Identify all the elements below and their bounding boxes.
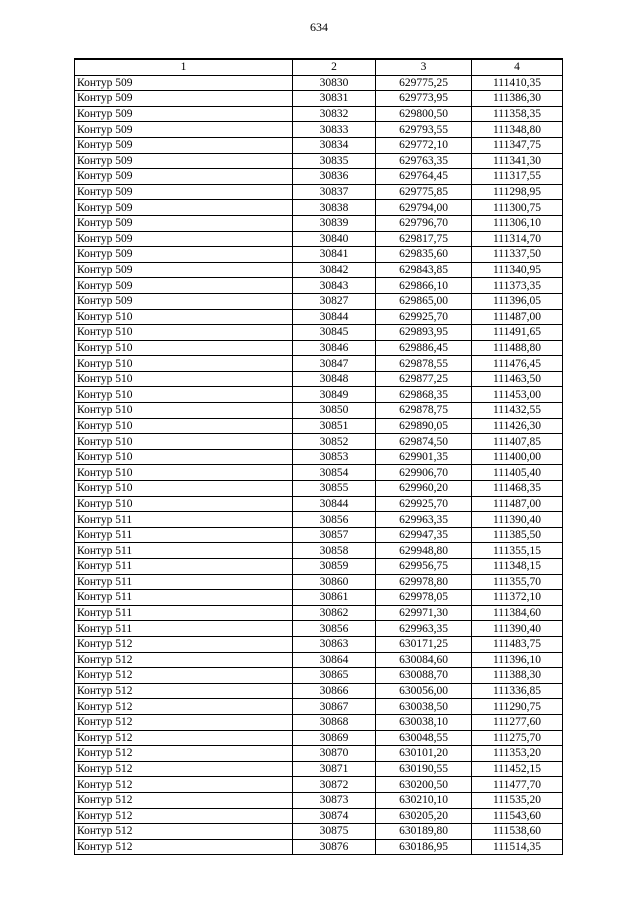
contour-name-cell: Контур 512 — [75, 746, 293, 762]
x-coordinate-cell: 629947,35 — [376, 527, 472, 543]
point-number-cell: 30858 — [293, 543, 376, 559]
contour-name-cell: Контур 510 — [75, 356, 293, 372]
y-coordinate-cell: 111353,20 — [472, 746, 563, 762]
y-coordinate-cell: 111347,75 — [472, 137, 563, 153]
table-row — [75, 325, 563, 341]
point-number-cell: 30831 — [293, 91, 376, 107]
x-coordinate-cell: 630048,55 — [376, 730, 472, 746]
contour-name-cell: Контур 509 — [75, 184, 293, 200]
point-number-cell: 30854 — [293, 465, 376, 481]
table-row — [75, 91, 563, 107]
table-row — [75, 574, 563, 590]
y-coordinate-cell: 111386,30 — [472, 91, 563, 107]
x-coordinate-cell: 629796,70 — [376, 215, 472, 231]
contour-name-cell: Контур 509 — [75, 75, 293, 91]
y-coordinate-cell: 111543,60 — [472, 808, 563, 824]
table-row — [75, 824, 563, 840]
y-coordinate-cell: 111300,75 — [472, 200, 563, 216]
y-coordinate-cell: 111348,15 — [472, 559, 563, 575]
contour-name-cell: Контур 509 — [75, 200, 293, 216]
contour-name-cell: Контур 512 — [75, 839, 293, 855]
table-row — [75, 169, 563, 185]
x-coordinate-cell: 629843,85 — [376, 262, 472, 278]
x-coordinate-cell: 629817,75 — [376, 231, 472, 247]
x-coordinate-cell: 630088,70 — [376, 668, 472, 684]
contour-name-cell: Контур 510 — [75, 434, 293, 450]
table-row — [75, 184, 563, 200]
contour-name-cell: Контур 511 — [75, 621, 293, 637]
x-coordinate-cell: 629764,45 — [376, 169, 472, 185]
column-header-3: 3 — [376, 59, 472, 75]
point-number-cell: 30838 — [293, 200, 376, 216]
column-header-4: 4 — [472, 59, 563, 75]
table-row — [75, 714, 563, 730]
x-coordinate-cell: 629906,70 — [376, 465, 472, 481]
point-number-cell: 30861 — [293, 590, 376, 606]
x-coordinate-cell: 630038,50 — [376, 699, 472, 715]
x-coordinate-cell: 629925,70 — [376, 496, 472, 512]
x-coordinate-cell: 629960,20 — [376, 481, 472, 497]
x-coordinate-cell: 629878,55 — [376, 356, 472, 372]
x-coordinate-cell: 629971,30 — [376, 605, 472, 621]
point-number-cell: 30836 — [293, 169, 376, 185]
table-row — [75, 106, 563, 122]
y-coordinate-cell: 111426,30 — [472, 418, 563, 434]
contour-name-cell: Контур 510 — [75, 418, 293, 434]
point-number-cell: 30869 — [293, 730, 376, 746]
x-coordinate-cell: 629878,75 — [376, 403, 472, 419]
point-number-cell: 30867 — [293, 699, 376, 715]
contour-name-cell: Контур 512 — [75, 808, 293, 824]
contour-name-cell: Контур 509 — [75, 153, 293, 169]
x-coordinate-cell: 629874,50 — [376, 434, 472, 450]
y-coordinate-cell: 111390,40 — [472, 621, 563, 637]
table-row — [75, 777, 563, 793]
table-row — [75, 153, 563, 169]
table-row — [75, 215, 563, 231]
point-number-cell: 30855 — [293, 481, 376, 497]
contour-name-cell: Контур 511 — [75, 559, 293, 575]
table-row — [75, 621, 563, 637]
table-row — [75, 792, 563, 808]
table-row — [75, 605, 563, 621]
x-coordinate-cell: 629893,95 — [376, 325, 472, 341]
x-coordinate-cell: 629956,75 — [376, 559, 472, 575]
column-header-2: 2 — [293, 59, 376, 75]
point-number-cell: 30833 — [293, 122, 376, 138]
point-number-cell: 30840 — [293, 231, 376, 247]
point-number-cell: 30845 — [293, 325, 376, 341]
x-coordinate-cell: 629763,35 — [376, 153, 472, 169]
contour-name-cell: Контур 511 — [75, 605, 293, 621]
table-row — [75, 761, 563, 777]
y-coordinate-cell: 111452,15 — [472, 761, 563, 777]
y-coordinate-cell: 111538,60 — [472, 824, 563, 840]
y-coordinate-cell: 111358,35 — [472, 106, 563, 122]
x-coordinate-cell: 630200,50 — [376, 777, 472, 793]
table-row — [75, 418, 563, 434]
x-coordinate-cell: 629890,05 — [376, 418, 472, 434]
x-coordinate-cell: 629794,00 — [376, 200, 472, 216]
point-number-cell: 30870 — [293, 746, 376, 762]
contour-name-cell: Контур 512 — [75, 636, 293, 652]
table-row — [75, 652, 563, 668]
point-number-cell: 30864 — [293, 652, 376, 668]
y-coordinate-cell: 111491,65 — [472, 325, 563, 341]
x-coordinate-cell: 629793,55 — [376, 122, 472, 138]
table-row — [75, 309, 563, 325]
point-number-cell: 30841 — [293, 247, 376, 263]
point-number-cell: 30846 — [293, 340, 376, 356]
point-number-cell: 30851 — [293, 418, 376, 434]
point-number-cell: 30865 — [293, 668, 376, 684]
contour-name-cell: Контур 510 — [75, 465, 293, 481]
point-number-cell: 30868 — [293, 714, 376, 730]
x-coordinate-cell: 629963,35 — [376, 621, 472, 637]
table-row — [75, 231, 563, 247]
contour-name-cell: Контур 512 — [75, 683, 293, 699]
point-number-cell: 30874 — [293, 808, 376, 824]
point-number-cell: 30842 — [293, 262, 376, 278]
contour-name-cell: Контур 509 — [75, 169, 293, 185]
point-number-cell: 30872 — [293, 777, 376, 793]
point-number-cell: 30850 — [293, 403, 376, 419]
contour-name-cell: Контур 509 — [75, 262, 293, 278]
contour-name-cell: Контур 510 — [75, 449, 293, 465]
table-row — [75, 746, 563, 762]
contour-name-cell: Контур 510 — [75, 309, 293, 325]
table-row — [75, 839, 563, 855]
table-row — [75, 668, 563, 684]
point-number-cell: 30860 — [293, 574, 376, 590]
point-number-cell: 30871 — [293, 761, 376, 777]
x-coordinate-cell: 629775,85 — [376, 184, 472, 200]
table-row — [75, 481, 563, 497]
y-coordinate-cell: 111355,15 — [472, 543, 563, 559]
point-number-cell: 30875 — [293, 824, 376, 840]
y-coordinate-cell: 111348,80 — [472, 122, 563, 138]
y-coordinate-cell: 111483,75 — [472, 636, 563, 652]
y-coordinate-cell: 111410,35 — [472, 75, 563, 91]
table-row — [75, 590, 563, 606]
table-row — [75, 262, 563, 278]
y-coordinate-cell: 111535,20 — [472, 792, 563, 808]
table-row — [75, 434, 563, 450]
contour-name-cell: Контур 511 — [75, 574, 293, 590]
contour-name-cell: Контур 511 — [75, 543, 293, 559]
contour-name-cell: Контур 510 — [75, 371, 293, 387]
x-coordinate-cell: 629948,80 — [376, 543, 472, 559]
y-coordinate-cell: 111336,85 — [472, 683, 563, 699]
table-row — [75, 200, 563, 216]
x-coordinate-cell: 630210,10 — [376, 792, 472, 808]
contour-name-cell: Контур 509 — [75, 247, 293, 263]
x-coordinate-cell: 629772,10 — [376, 137, 472, 153]
contour-name-cell: Контур 512 — [75, 792, 293, 808]
x-coordinate-cell: 630171,25 — [376, 636, 472, 652]
table-row — [75, 683, 563, 699]
y-coordinate-cell: 111317,55 — [472, 169, 563, 185]
x-coordinate-cell: 629978,05 — [376, 590, 472, 606]
contour-name-cell: Контур 509 — [75, 278, 293, 294]
point-number-cell: 30847 — [293, 356, 376, 372]
table-row — [75, 371, 563, 387]
contour-name-cell: Контур 512 — [75, 714, 293, 730]
y-coordinate-cell: 111306,10 — [472, 215, 563, 231]
y-coordinate-cell: 111372,10 — [472, 590, 563, 606]
x-coordinate-cell: 630101,20 — [376, 746, 472, 762]
point-number-cell: 30844 — [293, 496, 376, 512]
y-coordinate-cell: 111385,50 — [472, 527, 563, 543]
contour-name-cell: Контур 511 — [75, 590, 293, 606]
point-number-cell: 30852 — [293, 434, 376, 450]
point-number-cell: 30834 — [293, 137, 376, 153]
y-coordinate-cell: 111388,30 — [472, 668, 563, 684]
y-coordinate-cell: 111355,70 — [472, 574, 563, 590]
x-coordinate-cell: 630189,80 — [376, 824, 472, 840]
contour-name-cell: Контур 510 — [75, 481, 293, 497]
point-number-cell: 30848 — [293, 371, 376, 387]
table-row — [75, 75, 563, 91]
y-coordinate-cell: 111514,35 — [472, 839, 563, 855]
table-row — [75, 356, 563, 372]
x-coordinate-cell: 629877,25 — [376, 371, 472, 387]
contour-name-cell: Контур 510 — [75, 403, 293, 419]
table-row — [75, 465, 563, 481]
y-coordinate-cell: 111400,00 — [472, 449, 563, 465]
contour-name-cell: Контур 512 — [75, 761, 293, 777]
y-coordinate-cell: 111487,00 — [472, 496, 563, 512]
table-row — [75, 543, 563, 559]
y-coordinate-cell: 111407,85 — [472, 434, 563, 450]
table-row — [75, 449, 563, 465]
y-coordinate-cell: 111476,45 — [472, 356, 563, 372]
point-number-cell: 30862 — [293, 605, 376, 621]
contour-name-cell: Контур 510 — [75, 340, 293, 356]
x-coordinate-cell: 630084,60 — [376, 652, 472, 668]
table-row — [75, 559, 563, 575]
page-number: 634 — [310, 20, 328, 34]
contour-name-cell: Контур 512 — [75, 824, 293, 840]
table-row — [75, 278, 563, 294]
point-number-cell: 30856 — [293, 621, 376, 637]
x-coordinate-cell: 629835,60 — [376, 247, 472, 263]
x-coordinate-cell: 629865,00 — [376, 293, 472, 309]
y-coordinate-cell: 111373,35 — [472, 278, 563, 294]
contour-name-cell: Контур 511 — [75, 527, 293, 543]
table-row — [75, 527, 563, 543]
y-coordinate-cell: 111290,75 — [472, 699, 563, 715]
contour-name-cell: Контур 512 — [75, 699, 293, 715]
table-row — [75, 293, 563, 309]
header-row — [75, 59, 563, 75]
table-row — [75, 496, 563, 512]
coordinates-table — [74, 58, 563, 855]
contour-name-cell: Контур 510 — [75, 496, 293, 512]
y-coordinate-cell: 111340,95 — [472, 262, 563, 278]
contour-name-cell: Контур 512 — [75, 777, 293, 793]
table-row — [75, 137, 563, 153]
x-coordinate-cell: 629868,35 — [376, 387, 472, 403]
table-row — [75, 512, 563, 528]
y-coordinate-cell: 111396,05 — [472, 293, 563, 309]
x-coordinate-cell: 629773,95 — [376, 91, 472, 107]
table-row — [75, 122, 563, 138]
x-coordinate-cell: 629800,50 — [376, 106, 472, 122]
x-coordinate-cell: 630190,55 — [376, 761, 472, 777]
contour-name-cell: Контур 509 — [75, 293, 293, 309]
table-row — [75, 403, 563, 419]
x-coordinate-cell: 629886,45 — [376, 340, 472, 356]
contour-name-cell: Контур 509 — [75, 231, 293, 247]
point-number-cell: 30835 — [293, 153, 376, 169]
contour-name-cell: Контур 509 — [75, 106, 293, 122]
point-number-cell: 30832 — [293, 106, 376, 122]
contour-name-cell: Контур 510 — [75, 325, 293, 341]
x-coordinate-cell: 629775,25 — [376, 75, 472, 91]
x-coordinate-cell: 630056,00 — [376, 683, 472, 699]
point-number-cell: 30827 — [293, 293, 376, 309]
y-coordinate-cell: 111468,35 — [472, 481, 563, 497]
y-coordinate-cell: 111384,60 — [472, 605, 563, 621]
x-coordinate-cell: 629925,70 — [376, 309, 472, 325]
point-number-cell: 30844 — [293, 309, 376, 325]
point-number-cell: 30856 — [293, 512, 376, 528]
point-number-cell: 30830 — [293, 75, 376, 91]
table-row — [75, 730, 563, 746]
point-number-cell: 30863 — [293, 636, 376, 652]
column-header-1: 1 — [75, 59, 293, 75]
point-number-cell: 30866 — [293, 683, 376, 699]
point-number-cell: 30849 — [293, 387, 376, 403]
contour-name-cell: Контур 512 — [75, 652, 293, 668]
x-coordinate-cell: 630186,95 — [376, 839, 472, 855]
y-coordinate-cell: 111390,40 — [472, 512, 563, 528]
contour-name-cell: Контур 510 — [75, 387, 293, 403]
point-number-cell: 30853 — [293, 449, 376, 465]
y-coordinate-cell: 111314,70 — [472, 231, 563, 247]
x-coordinate-cell: 629978,80 — [376, 574, 472, 590]
table-row — [75, 699, 563, 715]
point-number-cell: 30859 — [293, 559, 376, 575]
contour-name-cell: Контур 512 — [75, 730, 293, 746]
y-coordinate-cell: 111275,70 — [472, 730, 563, 746]
table-row — [75, 808, 563, 824]
contour-name-cell: Контур 511 — [75, 512, 293, 528]
x-coordinate-cell: 630205,20 — [376, 808, 472, 824]
table-row — [75, 340, 563, 356]
point-number-cell: 30873 — [293, 792, 376, 808]
point-number-cell: 30839 — [293, 215, 376, 231]
x-coordinate-cell: 629901,35 — [376, 449, 472, 465]
y-coordinate-cell: 111463,50 — [472, 371, 563, 387]
table-row — [75, 636, 563, 652]
point-number-cell: 30843 — [293, 278, 376, 294]
table-row — [75, 247, 563, 263]
point-number-cell: 30876 — [293, 839, 376, 855]
point-number-cell: 30837 — [293, 184, 376, 200]
x-coordinate-cell: 629866,10 — [376, 278, 472, 294]
y-coordinate-cell: 111405,40 — [472, 465, 563, 481]
y-coordinate-cell: 111298,95 — [472, 184, 563, 200]
table-header — [75, 59, 563, 75]
y-coordinate-cell: 111488,80 — [472, 340, 563, 356]
x-coordinate-cell: 629963,35 — [376, 512, 472, 528]
y-coordinate-cell: 111341,30 — [472, 153, 563, 169]
y-coordinate-cell: 111337,50 — [472, 247, 563, 263]
contour-name-cell: Контур 509 — [75, 215, 293, 231]
y-coordinate-cell: 111477,70 — [472, 777, 563, 793]
table-body — [75, 75, 563, 855]
y-coordinate-cell: 111432,55 — [472, 403, 563, 419]
table-row — [75, 387, 563, 403]
x-coordinate-cell: 630038,10 — [376, 714, 472, 730]
contour-name-cell: Контур 509 — [75, 122, 293, 138]
y-coordinate-cell: 111277,60 — [472, 714, 563, 730]
contour-name-cell: Контур 512 — [75, 668, 293, 684]
point-number-cell: 30857 — [293, 527, 376, 543]
y-coordinate-cell: 111453,00 — [472, 387, 563, 403]
contour-name-cell: Контур 509 — [75, 137, 293, 153]
y-coordinate-cell: 111396,10 — [472, 652, 563, 668]
y-coordinate-cell: 111487,00 — [472, 309, 563, 325]
contour-name-cell: Контур 509 — [75, 91, 293, 107]
